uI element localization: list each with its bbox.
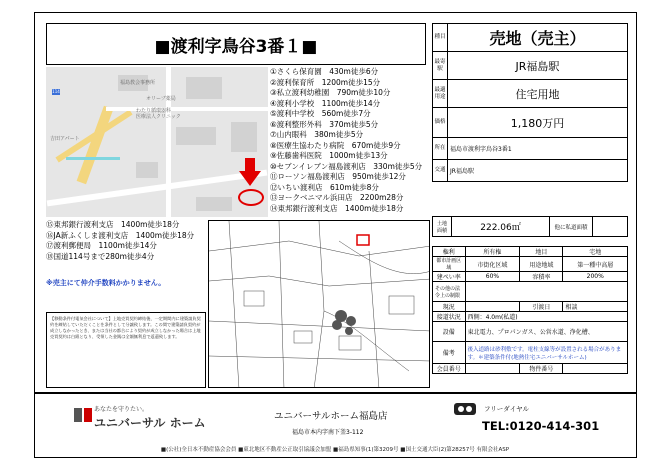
city: 市街化区域 <box>465 257 520 272</box>
price-label: 価格 <box>433 108 448 138</box>
current-value <box>465 302 520 312</box>
equipment: 東北電力、プロパンガス、公営水道、浄化槽、 <box>465 322 627 342</box>
map-label: わたり循環器科 <box>136 108 172 114</box>
location-map <box>46 67 268 217</box>
station-label: 最寄駅 <box>433 52 448 80</box>
building <box>196 197 232 211</box>
property-number <box>563 364 628 374</box>
facility-item: ⑪ローソン福島渡利店 950m徒歩12分 <box>270 172 406 181</box>
map-label: オリーブ薬局 <box>146 96 176 102</box>
land-area: 222.06㎡ <box>452 217 550 237</box>
facility-item: ⑯JA新ふくしま渡利支店 1400m徒歩18分 <box>46 230 195 240</box>
arrow-down-icon <box>239 158 261 186</box>
area-label: 土地面積 <box>433 217 452 237</box>
use-label: 用途地域 <box>520 257 563 272</box>
river <box>66 157 120 160</box>
property-marker-circle <box>238 189 264 206</box>
facility-item: ③私立渡利幼稚園 790m徒歩10分 <box>270 88 391 97</box>
facility-item: ④渡利小学校 1100m徒歩14分 <box>270 98 381 108</box>
free-dial-icon <box>454 403 476 415</box>
private-road-area <box>593 217 628 237</box>
facility-item: ⑦山内眼科 380m徒歩5分 <box>270 130 364 139</box>
property-title: ■渡利字鳥谷3番１■ <box>46 23 426 65</box>
property-no-label: 物件番号 <box>520 364 563 374</box>
store-address: 福島市本内字南下釜3-112 <box>292 429 364 436</box>
facility-item: ⑮東邦銀行渡利支店 1400m徒歩18分 <box>46 220 180 229</box>
other-value <box>465 282 627 302</box>
facility-item: ⑤渡利中学校 560m徒歩7分 <box>270 109 371 118</box>
legal-table <box>432 246 628 374</box>
facility-item: ②渡利保育所 1200m徒歩15分 <box>270 77 381 87</box>
condition-disclaimer: 【移動条件付電気会社について】上地売買契約締結後、一定期間内に建築請負契約を締結していただくことを条件として分譲致します。この間で建築請負契約が成立しなかったとき、または当社の都合により契約が成立しなかった場合は上地売買契約は白紙となり、受領した金銭は全額無利息で返還致します。 <box>46 312 206 388</box>
building <box>231 122 257 152</box>
member-label: 会員番号 <box>433 364 466 374</box>
price: 1,180万円 <box>448 108 628 138</box>
use: 第一種中高層 <box>563 257 628 272</box>
map-label: 医療法人クリニック <box>136 114 181 120</box>
member-number <box>465 364 520 374</box>
best-use: 住宅用地 <box>448 80 628 108</box>
tagline: あなたを守りたい。 <box>94 406 149 413</box>
facility-item: ⑫いちい渡利店 610m徒歩8分 <box>270 182 379 192</box>
nearest-station: JR福島駅 <box>448 52 628 80</box>
brand-name: ユニバーサル ホーム <box>94 416 206 430</box>
road <box>106 107 268 111</box>
map-label: 吉田アパート <box>50 136 80 142</box>
road <box>166 67 171 217</box>
nearby-facilities-list <box>270 67 430 214</box>
facility-item: ⑭東邦銀行渡利支店 1400m徒歩18分 <box>270 203 404 213</box>
road: 西側：4.0m(私道) <box>465 312 627 322</box>
building <box>176 127 216 145</box>
kind-label: 種目 <box>433 24 448 52</box>
delivery-label: 引渡日 <box>520 302 563 312</box>
property-info-table <box>432 23 628 182</box>
brand-logo-icon <box>72 404 94 426</box>
location: 福島市渡利字鳥谷3番1 <box>448 138 628 160</box>
route-shield: 114 <box>52 89 60 94</box>
land-label: 地目 <box>520 247 563 257</box>
remarks: 後入道路は砂利敷です。電柱支線等が設置される場合があります。＊建築条件付(地熱住宅ユニバーサルホーム) <box>465 342 627 364</box>
facility-item: ⑱国道114号まで280m徒歩4分 <box>46 251 155 261</box>
nearby-facilities-list-2 <box>46 220 194 262</box>
rights: 所有権 <box>465 247 520 257</box>
cadastral-map <box>208 220 430 388</box>
city-label: 都市計画区域 <box>433 257 466 272</box>
facility-item: ⑥渡利整形外科 370m徒歩5分 <box>270 119 379 129</box>
facility-item: ⑧医療生協わたり病院 670m徒歩9分 <box>270 140 401 150</box>
area-table <box>432 216 628 237</box>
cadastral-map-drawing <box>209 221 430 388</box>
coverage: 60% <box>465 272 520 282</box>
delivery: 相談 <box>563 302 628 312</box>
coverage-label: 建ぺい率 <box>433 272 466 282</box>
current-label: 現況 <box>433 302 466 312</box>
rights-label: 権利 <box>433 247 466 257</box>
facility-item: ⑬ヨークベニマル浜田店 2200m28分 <box>270 193 404 202</box>
free-dial-label: フリーダイヤル <box>484 405 530 413</box>
other-label: その他の法令上の制限 <box>433 282 466 302</box>
facility-item: ⑰渡利郵便局 1100m徒歩14分 <box>46 241 157 251</box>
facility-item: ⑨佐藤歯科医院 1000m徒歩13分 <box>270 151 388 160</box>
facility-item: ⑩セブンイレブン福島渡利店 330m徒歩5分 <box>270 161 423 171</box>
equip-label: 設備 <box>433 322 466 342</box>
remarks-label: 備考 <box>433 342 466 364</box>
far: 200% <box>563 272 628 282</box>
building <box>136 162 158 178</box>
road-label: 接道状況 <box>433 312 466 322</box>
phone-number[interactable]: TEL:0120-414-301 <box>482 419 600 433</box>
facility-item: ①さくら保育園 430m徒歩6分 <box>270 67 379 76</box>
private-road-label: 他に私道面積 <box>550 217 593 237</box>
traffic: JR福島駅 <box>448 160 628 182</box>
far-label: 容積率 <box>520 272 563 282</box>
location-label: 所在 <box>433 138 448 160</box>
license-info: ■(公社)全日本不動産協会会員 ■東北地区不動産公正取引協議会加盟 ■福島県知事(1)第3209号 ■国土交通大臣(2)第28257号 有限会社ASP <box>160 447 510 453</box>
footer <box>34 392 637 444</box>
land: 宅地 <box>563 247 628 257</box>
commission-note: ※売主にて仲介手数料かかりません。 <box>46 279 166 287</box>
map-label: 福島教会事務所 <box>120 80 156 86</box>
traffic-label: 交通 <box>433 160 448 182</box>
building <box>186 77 222 99</box>
store-name: ユニバーサルホーム福島店 <box>274 411 388 422</box>
best-use-label: 最適用途 <box>433 80 448 108</box>
property-kind: 売地（売主） <box>448 24 628 52</box>
